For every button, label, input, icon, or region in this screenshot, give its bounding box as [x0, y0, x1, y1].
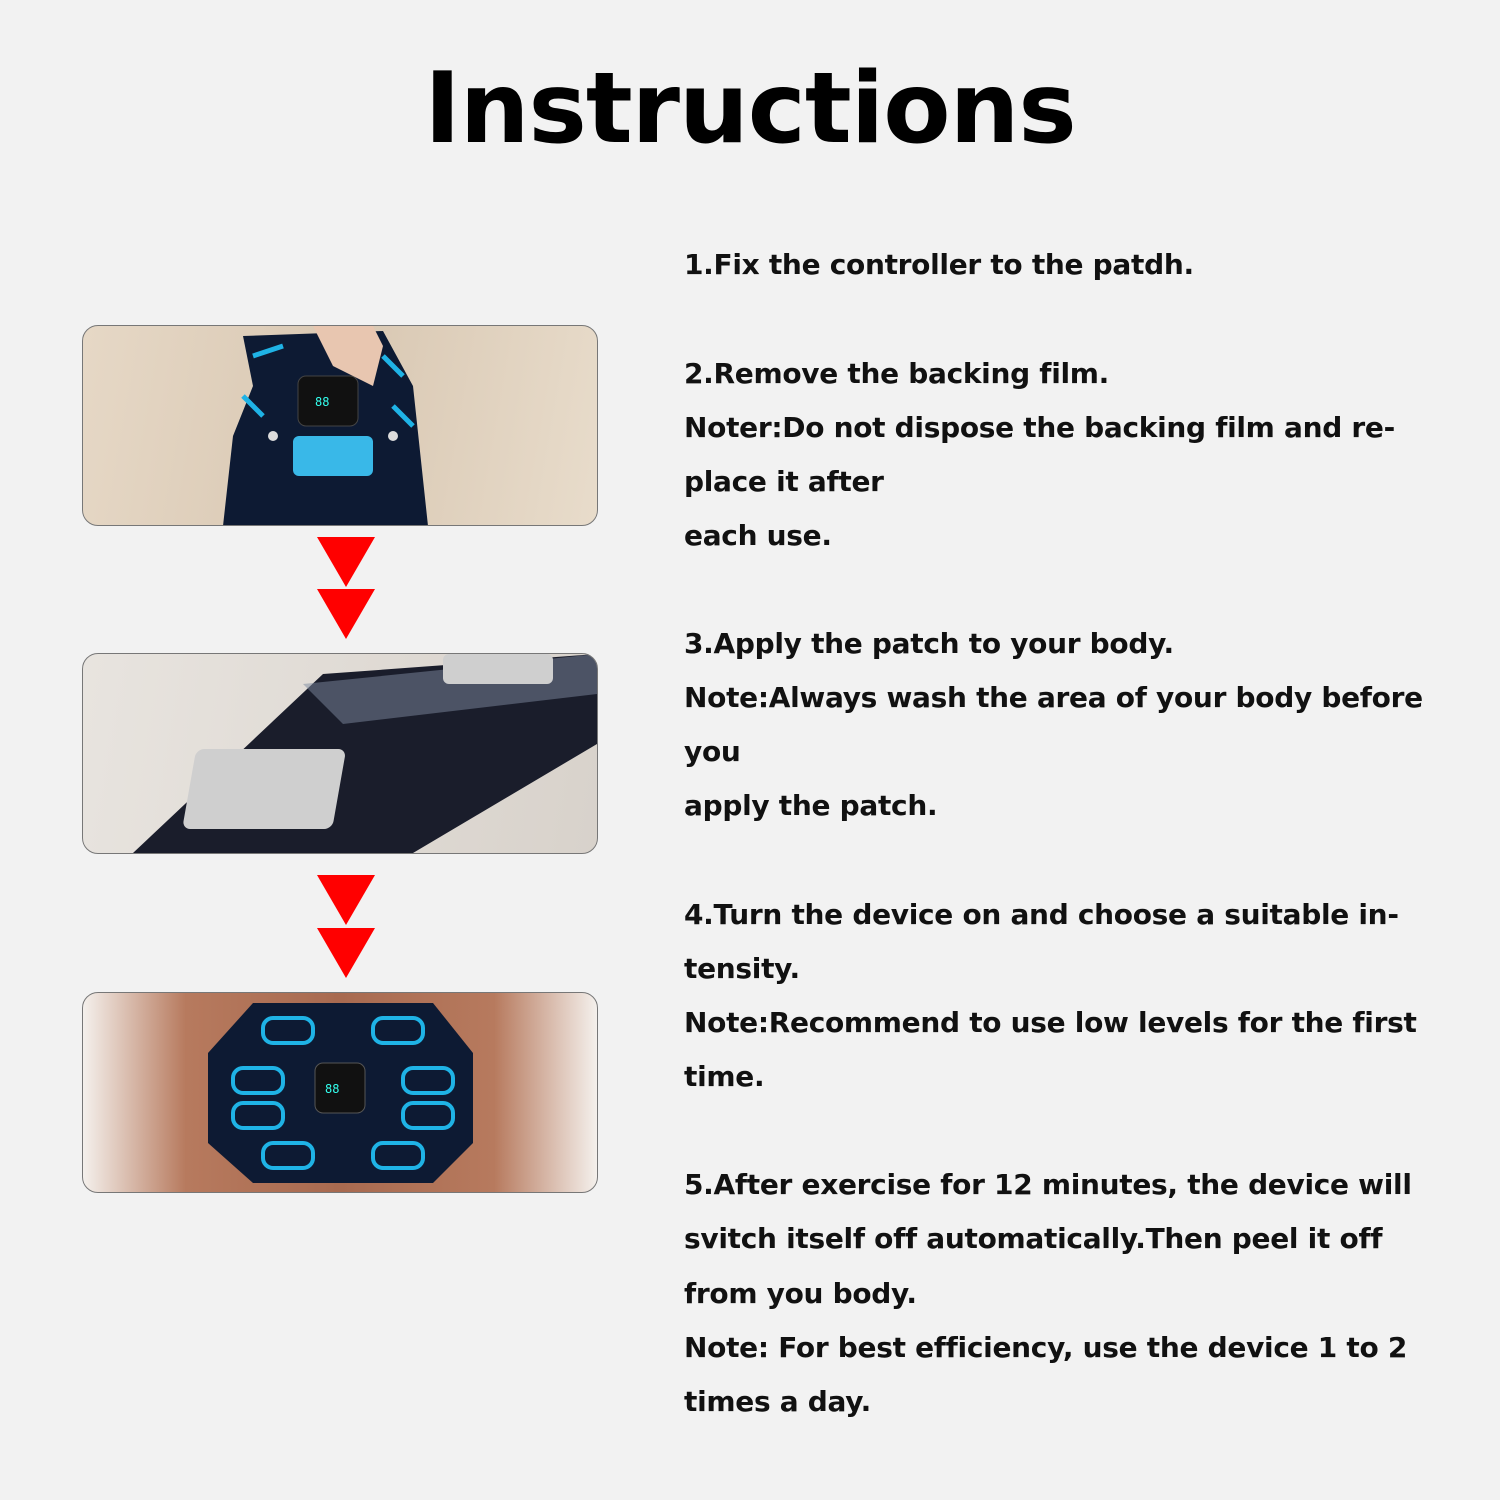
- down-arrow-icon: [317, 875, 375, 925]
- step-2-image: [82, 653, 598, 854]
- step-1-image: [82, 325, 598, 526]
- step-3-image: [82, 992, 598, 1193]
- patch-on-abdomen-illustration: [83, 993, 597, 1192]
- page-title: Instructions: [424, 52, 1076, 166]
- step-2-note: place it after: [684, 465, 884, 498]
- down-arrow-icon: [317, 537, 375, 587]
- step-3-note: apply the patch.: [684, 789, 938, 822]
- step-2-text: 2.Remove the backing film.: [684, 357, 1109, 390]
- step-5-note: times a day.: [684, 1385, 871, 1418]
- down-arrow-icon: [317, 589, 375, 639]
- step-3-note: Note:Always wash the area of your body before: [684, 681, 1423, 714]
- step-4-text: tensity.: [684, 952, 800, 985]
- step-5-text: 5.After exercise for 12 minutes, the device will: [684, 1168, 1412, 1201]
- step-4-note: Note:Recommend to use low levels for the first: [684, 1006, 1417, 1039]
- step-5-note: Note: For best efficiency, use the device 1 to 2: [684, 1331, 1408, 1364]
- step-4-text: 4.Turn the device on and choose a suitable in-: [684, 898, 1399, 931]
- step-1-text: 1.Fix the controller to the patdh.: [684, 248, 1194, 281]
- step-3-note: you: [684, 735, 741, 768]
- step-5-text: from you body.: [684, 1277, 917, 1310]
- step-3-text: 3.Apply the patch to your body.: [684, 627, 1174, 660]
- step-2-note: each use.: [684, 519, 832, 552]
- svg-text:88: 88: [325, 1082, 340, 1096]
- down-arrow-icon: [317, 928, 375, 978]
- step-2-note: Noter:Do not dispose the backing film and re-: [684, 411, 1395, 444]
- electrode-pad-illustration: [83, 654, 597, 853]
- step-5-text: svitch itself off automatically.Then peel it off: [684, 1222, 1383, 1255]
- svg-text:88: 88: [315, 395, 330, 409]
- step-4-note: time.: [684, 1060, 765, 1093]
- patch-with-controller-illustration: [83, 326, 597, 525]
